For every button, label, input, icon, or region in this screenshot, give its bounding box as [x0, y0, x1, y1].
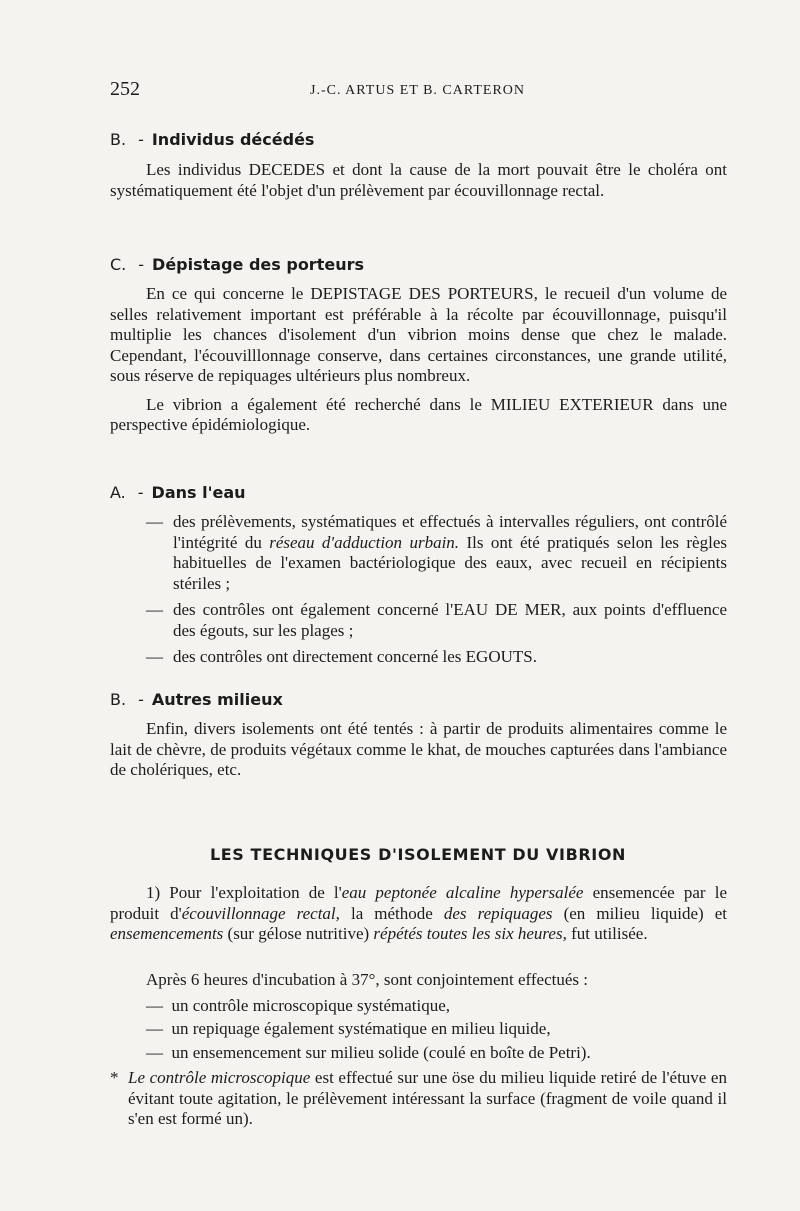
text-emphasis: écouvillonnage rectal, — [181, 903, 340, 923]
list-item — [146, 1019, 551, 1040]
heading-title: Autres milieux — [151, 690, 283, 709]
techniques-paragraph-1 — [110, 883, 727, 945]
heading-letter: B. — [110, 130, 127, 149]
heading-dash: - — [138, 690, 144, 709]
text-emphasis: répétés toutes les six heures, — [373, 924, 567, 943]
item-text: des prélèvements, systématiques et effectués à intervalles réguliers, ont contrôlé l'intégrité du — [173, 512, 727, 552]
text-run: (en milieu liquide) et — [552, 903, 728, 923]
text-run: (sur gélose nutritive) — [223, 924, 374, 943]
text-run: la méthode — [339, 903, 444, 923]
section-individus-decedes — [110, 160, 727, 201]
paragraph: En ce qui concerne le DEPISTAGE DES PORTEURS, le recueil d'un volume de selles relativement important est préférable à la récolte par écouvillonnage, puisqu'il multiplie les chances d'isolement d'un vibrion moins dense que chez le malade. Cependant, l'écouvilllonnage conserve, dans certaines circonstances, une grande utilité, sous réserve de repiquages ultérieurs plus nombreux. — [110, 284, 727, 385]
page-number: 252 — [110, 78, 140, 100]
section-title-techniques: LES TECHNIQUES D'ISOLEMENT DU VIBRION — [209, 845, 627, 864]
text-run: 1) Pour l'exploitation de l' — [146, 883, 342, 902]
dash-mark: — — [146, 996, 163, 1015]
paragraph — [110, 883, 727, 945]
heading-letter: A. — [110, 483, 126, 502]
text-emphasis: ensemencements — [110, 924, 224, 943]
page-header — [110, 78, 724, 108]
item-text: des contrôles ont également concerné l'EAU DE MER, aux points d'effluence des égouts, sur les plages ; — [173, 600, 727, 640]
running-title: J.-C. ARTUS ET B. CARTERON — [310, 83, 526, 98]
item-text: un repiquage également systématique en milieu liquide, — [171, 1019, 551, 1038]
heading-title: Dépistage des porteurs — [152, 255, 364, 274]
text-emphasis: eau peptonée alcaline hypersalée — [341, 883, 584, 902]
paragraph: Les individus DECEDES et dont la cause de la mort pouvait être le choléra ont systématiquement été l'objet d'un prélèvement par écouvillonnage rectal. — [110, 160, 727, 200]
list-item — [146, 996, 450, 1017]
item-text: un contrôle microscopique systématique, — [171, 996, 451, 1015]
list-item — [110, 647, 727, 668]
item-text: un ensemencement sur milieu solide (coulé en boîte de Petri). — [171, 1043, 591, 1062]
dash-mark: — — [146, 647, 163, 666]
text-emphasis: des repiquages — [443, 903, 553, 923]
heading-title: Individus décédés — [151, 130, 315, 149]
paragraph: Le vibrion a également été recherché dans le MILIEU EXTERIEUR dans une perspective épidémiologique. — [110, 394, 727, 434]
section-autres-milieux — [110, 719, 727, 781]
item-text: Ils ont été pratiqués selon les règles habituelles de l'examen bactériologique des eaux, avec recueil en récipients stériles ; — [173, 532, 727, 593]
heading-dash: - — [138, 130, 144, 149]
heading-dash: - — [137, 483, 144, 502]
heading-autres-milieux — [110, 690, 283, 710]
list-item — [110, 512, 727, 594]
heading-letter: C. — [110, 255, 127, 274]
heading-individus-decedes — [110, 130, 314, 150]
text-run: fut utilisée. — [566, 924, 648, 943]
item-text: est effectué sur une öse du milieu liquide retiré de l'étuve en évitant toute agitation, le prélèvement intéressant la surface (fragment de voile quand il s'en est formé un). — [128, 1068, 727, 1128]
heading-dash: - — [138, 255, 145, 274]
section-depistage — [110, 284, 727, 436]
dash-mark: — — [146, 1043, 163, 1062]
techniques-paragraph-2: Après 6 heures d'incubation à 37°, sont conjointement effectués : — [146, 970, 588, 989]
dash-mark: — — [146, 1019, 163, 1038]
heading-letter: B. — [110, 690, 127, 709]
asterisk-mark: * — [110, 1068, 119, 1087]
list-dans-leau — [110, 512, 727, 668]
dash-mark: — — [146, 600, 163, 619]
list-item — [110, 1068, 727, 1130]
list-item — [146, 1043, 591, 1064]
text-run: ensemencée par le produit d' — [110, 883, 727, 923]
item-emphasis: Le contrôle microscopique — [128, 1068, 311, 1087]
heading-dans-leau — [110, 483, 246, 503]
dash-mark: — — [146, 512, 163, 531]
list-item — [110, 600, 727, 641]
footnote-microscopique — [110, 1068, 727, 1130]
heading-title: Dans l'eau — [151, 483, 246, 502]
item-text: des contrôles ont directement concerné les EGOUTS. — [173, 647, 537, 666]
item-emphasis: réseau d'adduction urbain. — [269, 532, 460, 552]
heading-depistage — [110, 255, 364, 275]
paragraph: Enfin, divers isolements ont été tentés : à partir de produits alimentaires comme le lait de chèvre, de produits végétaux comme le khat, de mouches capturées dans l'ambiance de cholériques, etc. — [110, 719, 727, 779]
